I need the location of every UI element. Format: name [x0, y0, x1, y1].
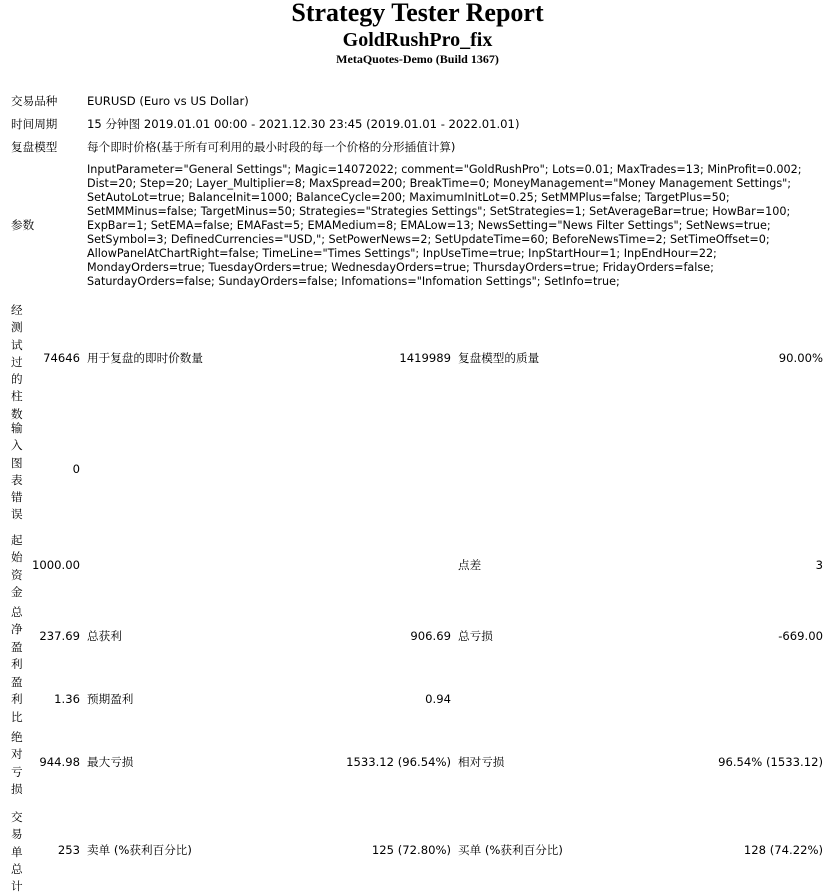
ticks-value: 1419989: [399, 351, 451, 365]
short-label: 卖单 (%获利百分比): [87, 843, 192, 857]
rel-dd-label: 相对亏损: [458, 755, 505, 769]
pf-value: 1.36: [54, 692, 80, 706]
rel-dd-value: 96.54% (1533.12): [718, 755, 823, 769]
bars-value: 74646: [43, 351, 80, 365]
expected-value: 0.94: [425, 692, 451, 706]
long-label: 买单 (%获利百分比): [458, 843, 563, 857]
expected-label: 预期盈利: [87, 692, 134, 706]
spread-label: 点差: [458, 558, 482, 572]
gross-profit-value: 906.69: [410, 629, 451, 643]
mismatch-value: 0: [72, 462, 80, 476]
spread-value: 3: [815, 558, 823, 572]
max-dd-value: 1533.12 (96.54%): [346, 755, 451, 769]
bars-label: 经测试过的柱数: [11, 303, 23, 421]
symbol-label: 交易品种: [11, 94, 58, 108]
short-value: 125 (72.80%): [371, 843, 451, 857]
net-label: 总净盈利: [11, 605, 23, 671]
mismatch-label: 输入图表错误: [11, 421, 23, 522]
total-label: 交易单总计: [11, 810, 23, 894]
model-label: 复盘模型: [11, 140, 58, 154]
params-value: InputParameter="General Settings"; Magic=14072022; comment="GoldRushPro"; Lots=0.01; MaxTrades=13; MinProfit=0.002; Dist=20; Step=20; Layer_Multiplier=8; MaxSpread=200; BreakTime=0; MoneyManagement="Money Management Settings"; SetAutoLot=true; BalanceInit=1000; BalanceCycle=200; MaximumInitLot=0.25; SetMMPlus=false; TargetPlus=50; SetMMMinus=false; TargetMinus=50; Strategies="Strategies Settings"; SetStrategies=1; SetAverageBar=true; HowBar=100; ExpBar=1; SetEMA=false; EMAFast=5; EMAMedium=8; EMALow=13; NewsSetting="News Filter Settings"; SetNews=true; SetSymbol=3; DefinedCurrencies="USD,"; SetPowerNews=2; SetUpdateTime=60; BeforeNewsTime=2; SetTimeOffset=0; AllowPanelAtChartRight=false; TimeLine="Times Settings"; InpUseTime=true; InpStartHour=1; InpEndHour=22; MondayOrders=true; TuesdayOrders=true; WednesdayOrders=true; ThursdayOrders=true; FridayOrders=false; SaturdayOrders=false; SundayOrders=false; Infomations="Infomation Settings"; SetInfo=true;: [87, 163, 802, 288]
report-title: Strategy Tester Report: [291, 0, 544, 27]
abs-dd-label: 绝对亏损: [11, 730, 23, 796]
max-dd-label: 最大亏损: [87, 755, 134, 769]
gross-profit-label: 总获利: [87, 629, 122, 643]
gross-loss-label: 总亏损: [458, 629, 493, 643]
symbol-value: EURUSD (Euro vs US Dollar): [87, 94, 249, 108]
abs-dd-value: 944.98: [39, 755, 80, 769]
model-value: 每个即时价格(基于所有可利用的最小时段的每一个价格的分形插值计算): [87, 140, 456, 154]
ticks-label: 用于复盘的即时价数量: [87, 351, 203, 365]
params-label: 参数: [11, 218, 35, 232]
expert-name: GoldRushPro_fix: [342, 29, 493, 51]
quality-value: 90.00%: [778, 351, 823, 365]
net-value: 237.69: [39, 629, 80, 643]
period-value: 15 分钟图 2019.01.01 00:00 - 2021.12.30 23:45 (2019.01.01 - 2022.01.01): [87, 117, 520, 131]
server-build: MetaQuotes-Demo (Build 1367): [336, 52, 499, 66]
gross-loss-value: -669.00: [778, 629, 823, 643]
period-label: 时间周期: [11, 117, 58, 131]
pf-label: 盈利比: [11, 675, 23, 724]
deposit-value: 1000.00: [32, 558, 80, 572]
long-value: 128 (74.22%): [743, 843, 823, 857]
deposit-label: 起始资金: [11, 533, 23, 599]
total-value: 253: [57, 843, 80, 857]
quality-label: 复盘模型的质量: [458, 351, 540, 365]
